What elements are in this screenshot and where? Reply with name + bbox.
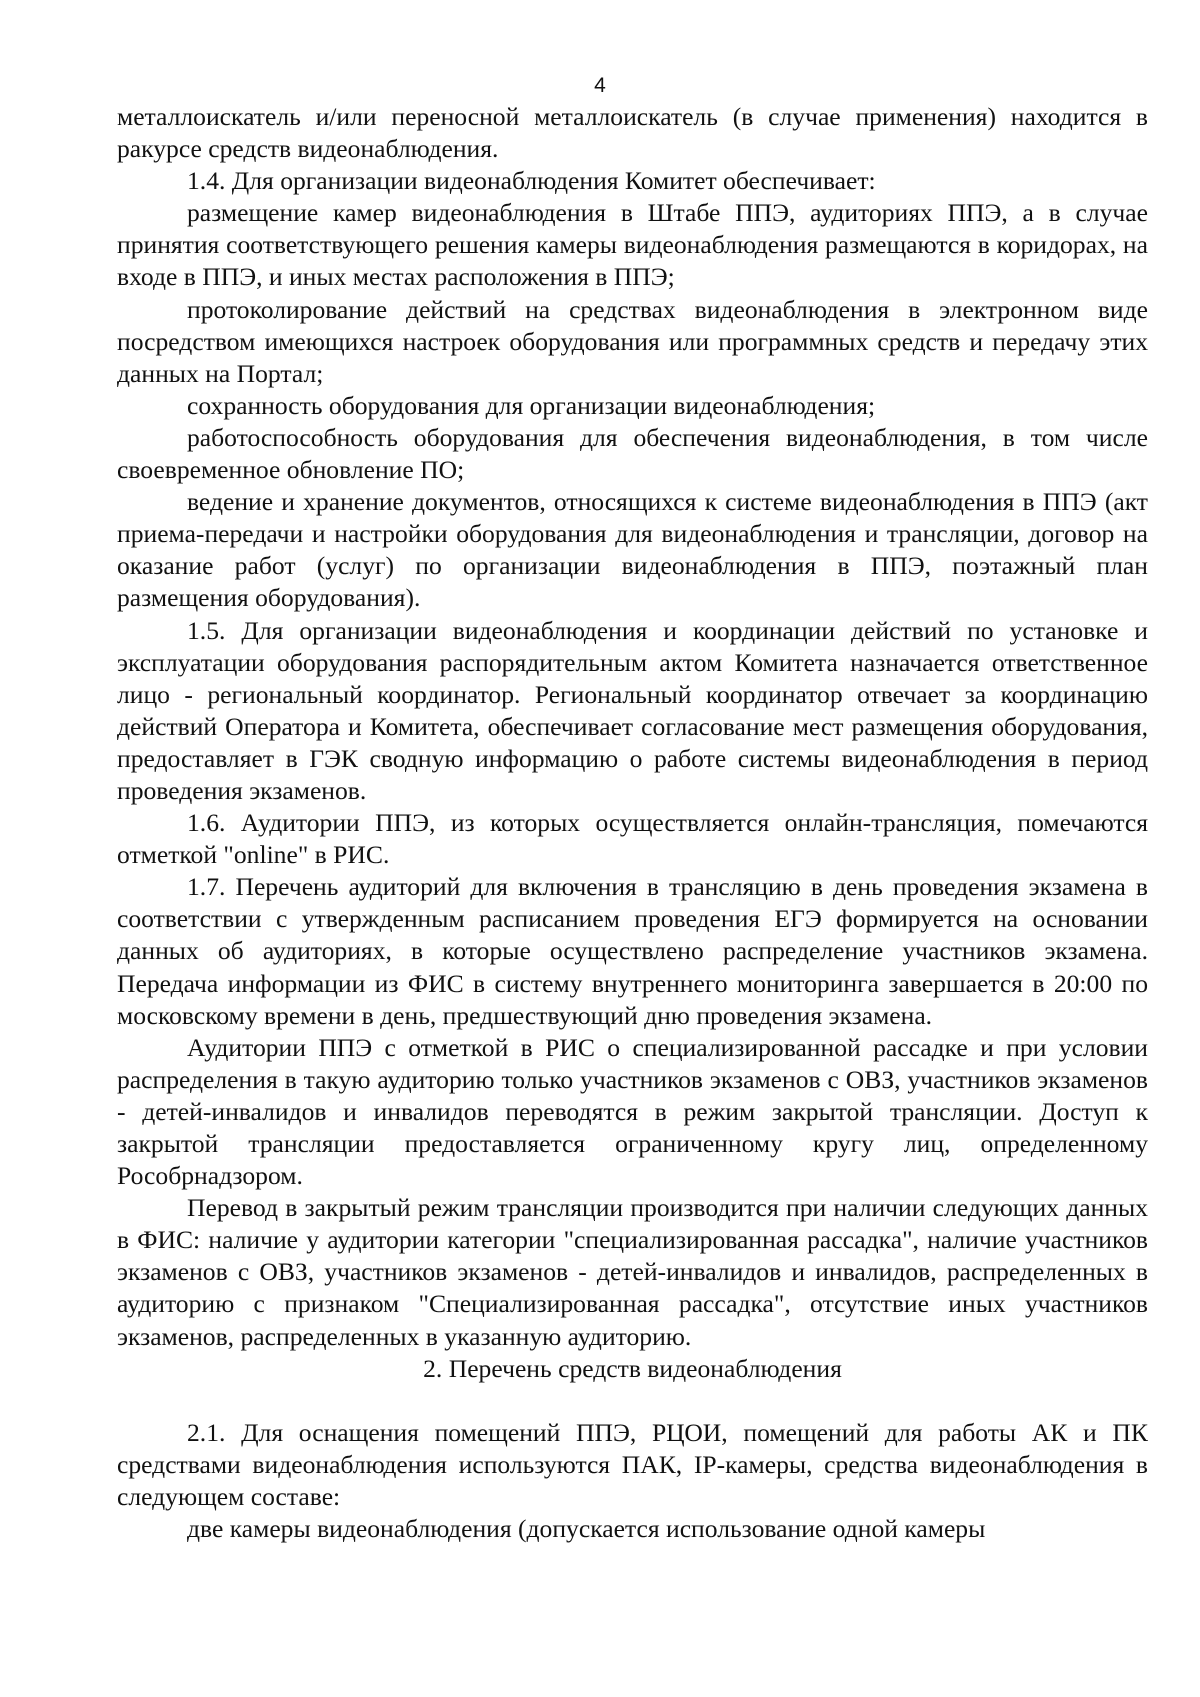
list-item-camera-placement: размещение камер видеонаблюдения в Штабе ППЭ, аудиториях ППЭ, а в случае принятия соответствующего решения камеры видеонаблюдения размещаются в коридорах, на входе в ППЭ, и иных местах расположения в ППЭ;	[117, 198, 1148, 292]
paragraph-1-7: 1.7. Перечень аудиторий для включения в трансляцию в день проведения экзамена в соответствии с утвержденным расписанием проведения ЕГЭ формируется на основании данных об аудиториях, в которые осуществлено распределение участников экзамена. Передача информации из ФИС в систему внутреннего мониторинга завершается в 20:00 по московскому времени в день, предшествующий дню проведения экзамена.	[117, 872, 1148, 1030]
section-heading-2: 2. Перечень средств видеонаблюдения	[423, 1353, 842, 1383]
paragraph-continuation: металлоискатель и/или переносной металлоискатель (в случае применения) находится в ракурсе средств видеонаблюдения.	[117, 102, 1148, 164]
list-item-documents: ведение и хранение документов, относящихся к системе видеонаблюдения в ППЭ (акт приема-передачи и настройки оборудования для видеонаблюдения и трансляции, договор на оказание работ (услуг) по организации видеонаблюдения в ППЭ, поэтажный план размещения оборудования).	[117, 487, 1148, 613]
paragraph-closed-mode-conditions: Перевод в закрытый режим трансляции производится при наличии следующих данных в ФИС: наличие у аудитории категории "специализированная рассадка", наличие участников экзаменов с ОВЗ, участников экзаменов - детей-инвалидов и инвалидов, распределенных в аудиторию с признаком "Специализированная рассадка", отсутствие иных участников экзаменов, распределенных в указанную аудиторию.	[117, 1193, 1148, 1351]
paragraph-1-4: 1.4. Для организации видеонаблюдения Комитет обеспечивает:	[187, 166, 876, 196]
paragraph-2-1: 2.1. Для оснащения помещений ППЭ, РЦОИ, помещений для работы АК и ПК средствами видеонаблюдения используются ПАК, IP-камеры, средства видеонаблюдения в следующем составе:	[117, 1417, 1148, 1512]
document-body	[117, 101, 1148, 1545]
paragraph-1-6: 1.6. Аудитории ППЭ, из которых осуществляется онлайн-трансляция, помечаются отметкой "online" в РИС.	[117, 808, 1148, 870]
list-item-equipment-safety: сохранность оборудования для организации видеонаблюдения;	[187, 390, 876, 420]
list-item-two-cameras: две камеры видеонаблюдения (допускается использование одной камеры	[187, 1514, 986, 1544]
list-item-logging: протоколирование действий на средствах видеонаблюдения в электронном виде посредством имеющихся настроек оборудования или программных средств и передачу этих данных на Портал;	[117, 294, 1148, 388]
page-number: 4	[594, 74, 606, 97]
paragraph-closed-broadcast: Аудитории ППЭ с отметкой в РИС о специализированной рассадке и при условии распределения в такую аудиторию только участников экзаменов с ОВЗ, участников экзаменов - детей-инвалидов и инвалидов переводятся в режим закрытой трансляции. Доступ к закрытой трансляции предоставляется ограниченному кругу лиц, определенному Рособрнадзором.	[117, 1032, 1148, 1191]
paragraph-1-5: 1.5. Для организации видеонаблюдения и координации действий по установке и эксплуатации оборудования распорядительным актом Комитета назначается ответственное лицо - региональный координатор. Региональный координатор отвечает за координацию действий Оператора и Комитета, обеспечивает согласование мест размещения оборудования, предоставляет в ГЭК сводную информацию о работе системы видеонаблюдения в период проведения экзаменов.	[117, 615, 1148, 805]
list-item-equipment-operability: работоспособность оборудования для обеспечения видеонаблюдения, в том числе своевременное обновление ПО;	[117, 422, 1148, 485]
